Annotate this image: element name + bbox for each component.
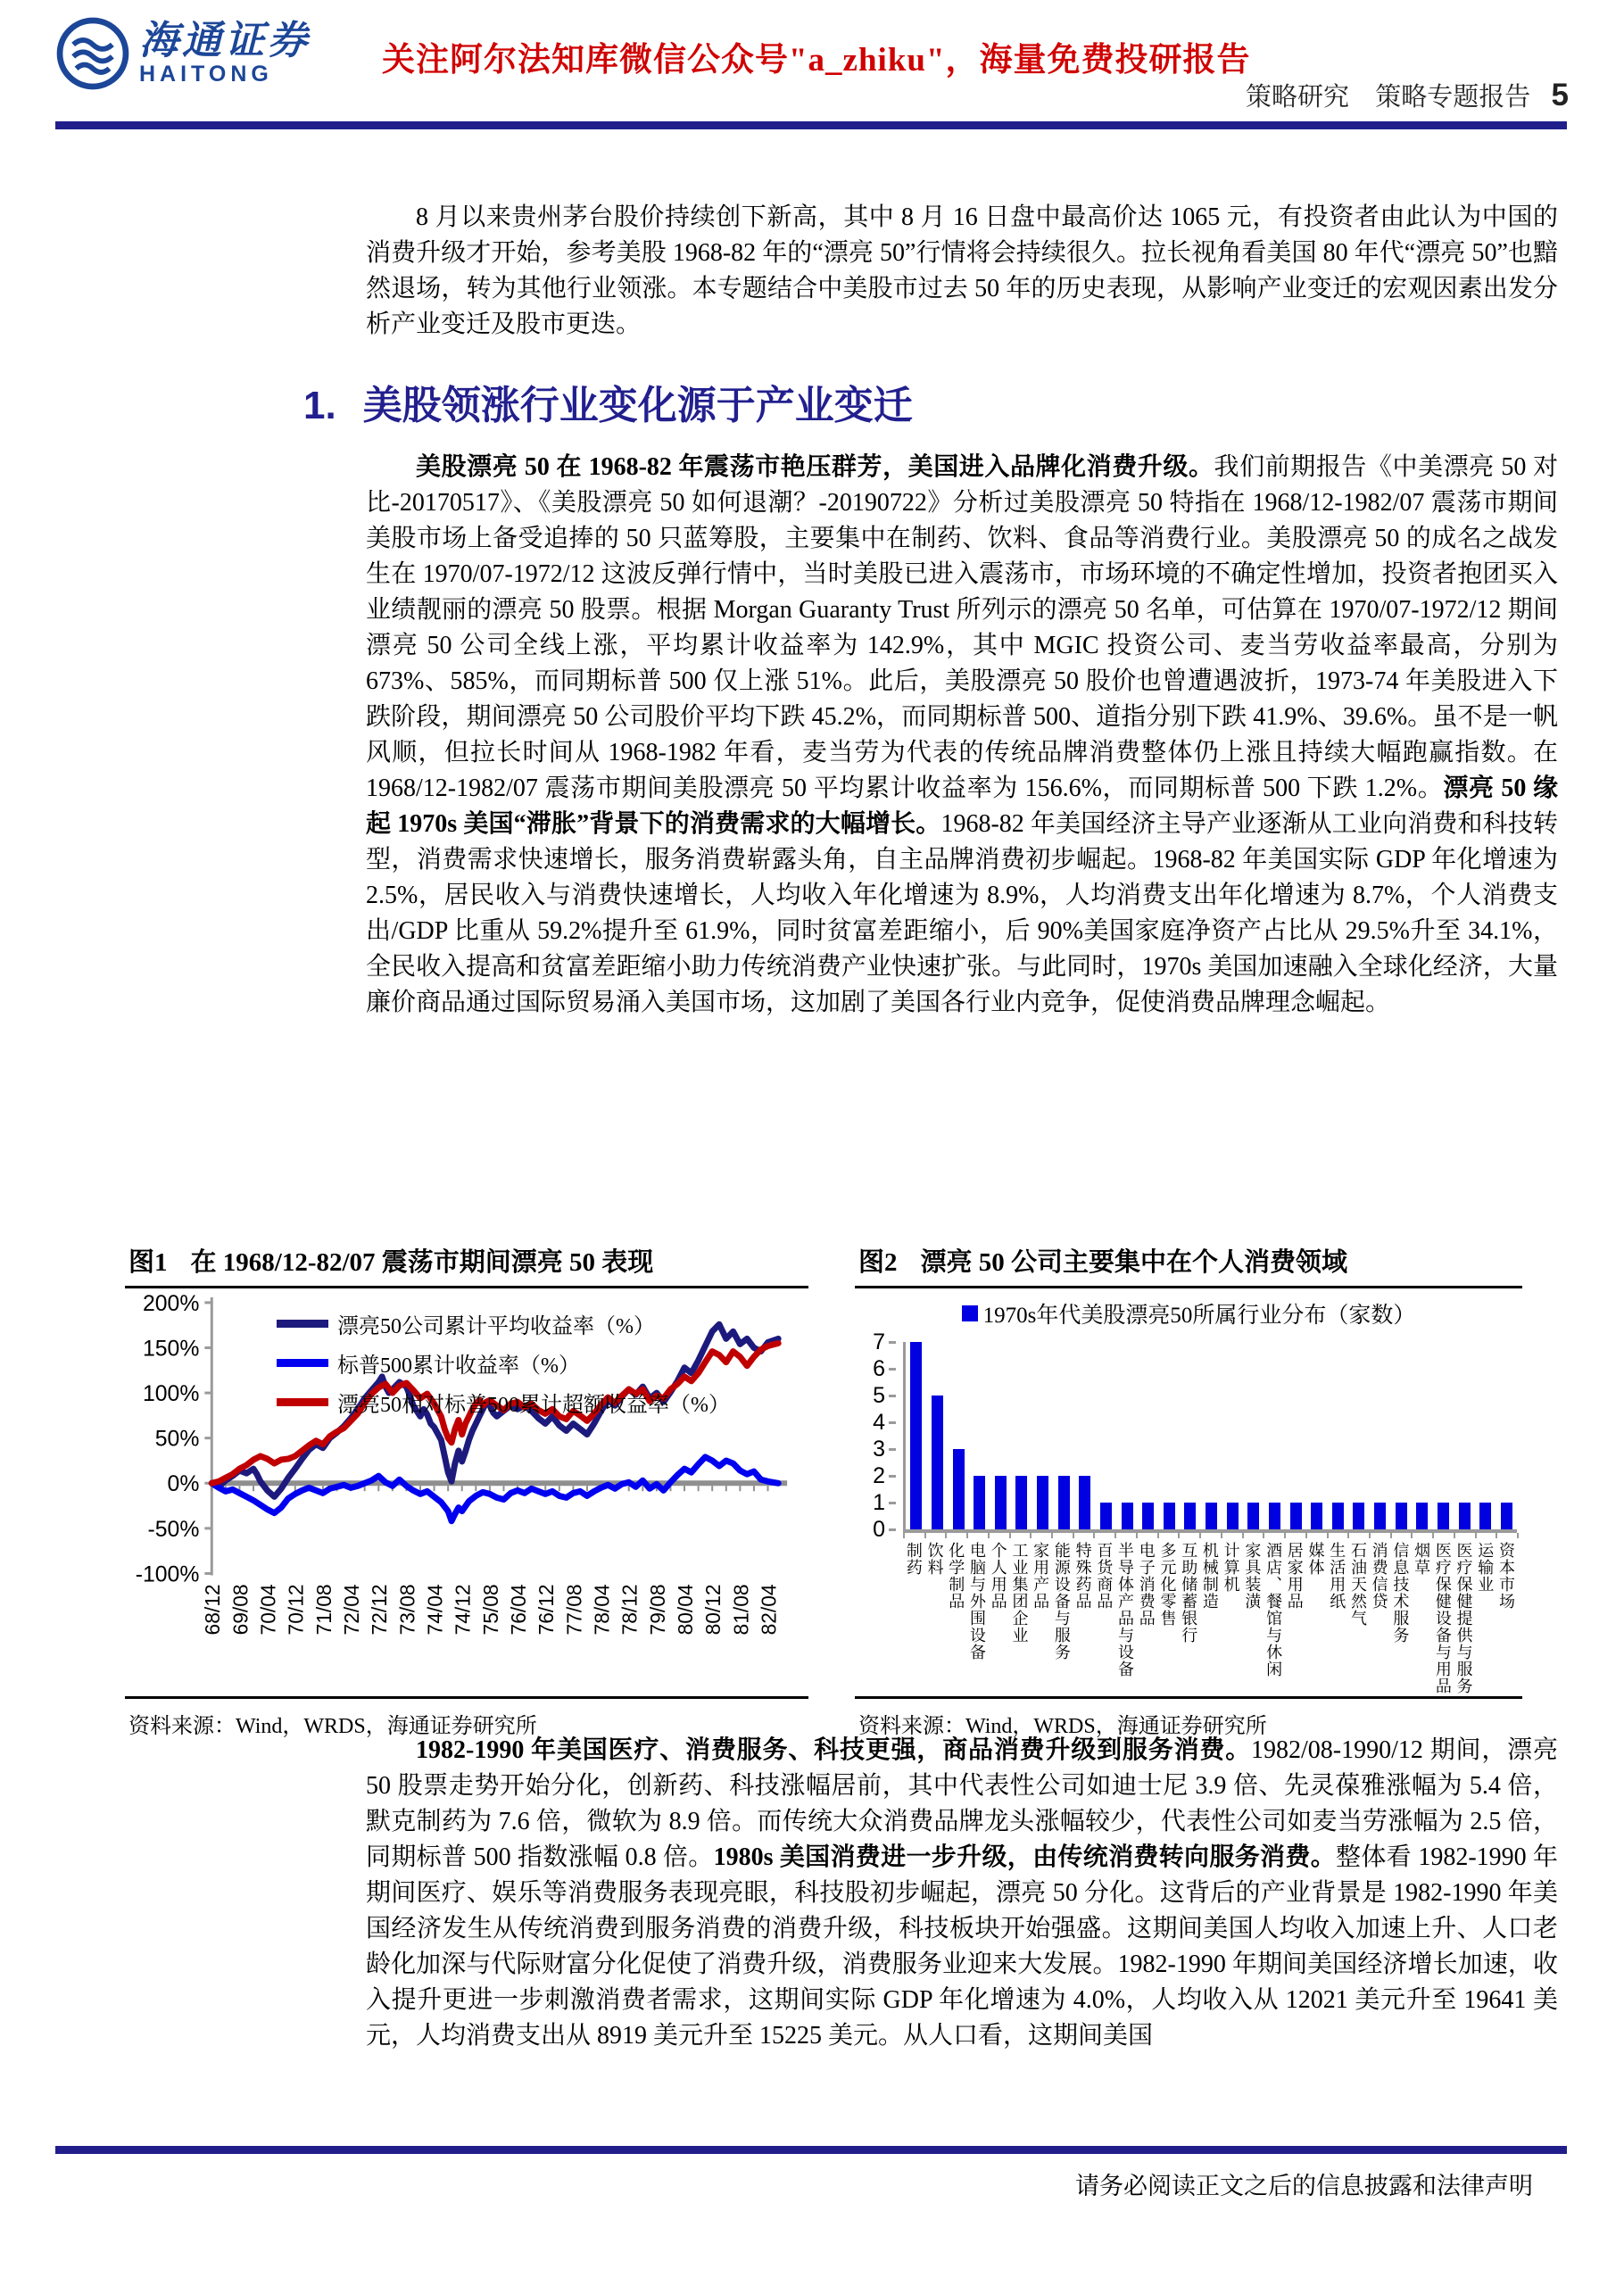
figure-1-caption [125,1238,808,1286]
x-axis [903,1529,1517,1538]
bar [1438,1503,1449,1529]
bar-column [1370,1342,1391,1529]
category-label: 电脑与外围设备 [968,1542,987,1661]
category-label: 百货商品 [1095,1542,1114,1610]
bar-column [927,1342,949,1529]
bar [932,1396,943,1529]
bar-column [1328,1342,1349,1529]
logo-en-text: HAITONG [139,62,273,87]
bar [1247,1503,1259,1529]
x-tick-label: 80/12 [701,1584,725,1636]
text-segment: 整体看 1982-1990 年期间医疗、娱乐等消费服务表现亮眼，科技股初步崛起，漂亮 50 分化。这背后的产业背景是 1982-1990 年美国经济发生从传统消费到服务消费的消费升级，科技板块开始强盛。这期间美国人均收入加速上升、人口老龄化加深与代际财富分化促使了消费升级，消费服务业迎来大发展。1982-1990 年期间美国经济增长加速，收入提升更进一步刺激消费者需求，这期间实际 GDP 年化增速为 4.0%，人均收入从 12021 美元升至 19641 美元，人均消费支出从 8919 美元升至 15225 美元。从人口看，这期间美国 [366,1843,1558,2050]
page-number: 5 [1551,78,1569,112]
haitong-logo [55,16,311,91]
x-tick-label: 78/12 [617,1584,642,1636]
bar-column [1222,1342,1243,1529]
logo-cn-text: 海通证券 [139,19,311,62]
x-tick-label: 76/04 [506,1584,530,1636]
body-content-lower [366,1733,1558,2067]
bar-column [1348,1342,1370,1529]
category-label: 多元化零售 [1158,1542,1177,1627]
bar-column [1433,1342,1454,1529]
bar [1416,1503,1428,1529]
bar [1037,1476,1048,1529]
bar-column [1390,1342,1412,1529]
body-content [303,200,1558,1033]
report-type: 策略研究 [1246,83,1350,112]
bar-chart [855,1288,1522,1696]
section-number: 1. [303,384,336,427]
report-subtype: 策略专题报告 [1375,83,1531,112]
x-tick-label: 68/12 [201,1584,225,1636]
figure-2-caption [855,1238,1522,1286]
bar-column [1032,1342,1054,1529]
y-tick-label: 0% [167,1472,200,1497]
y-tick-label: 2 [873,1463,885,1488]
legend-label: 标普500累计收益率（%） [337,1354,580,1378]
category-label: 饮料 [925,1542,944,1576]
paragraph-1982-1990 [366,1733,1558,2054]
figure-2-number: 图2 [858,1248,898,1277]
bar-column [1180,1342,1201,1529]
x-tick-label: 75/08 [478,1584,502,1636]
legend-swatch [277,1359,328,1367]
category-label: 烟草 [1413,1542,1431,1576]
y-tick-label: 1 [873,1490,885,1515]
y-tick-label: 4 [873,1410,885,1435]
x-tick-label: 69/08 [228,1584,253,1636]
category-label: 媒体 [1306,1542,1325,1576]
category-label: 制药 [904,1542,923,1576]
y-tick-label: 100% [142,1382,200,1407]
section-heading [303,373,1558,430]
category-label: 个人用品 [989,1542,1007,1610]
bar-column [906,1342,927,1529]
x-tick-label: 74/04 [423,1584,447,1636]
category-label: 电子消费品 [1137,1542,1156,1627]
paragraph-intro [366,200,1558,343]
bar-plot [903,1342,1517,1529]
bar [1142,1503,1154,1529]
bar [1269,1503,1280,1529]
bold-text-segment: 漂亮 50 缘起 1970s 美国“滞胀”背景下的消费需求的大幅增长。 [366,774,1558,838]
text-segment: 8 月以来贵州茅台股价持续创下新高，其中 8 月 16 日盘中最高价达 1065 元，有投资者由此认为中国的消费升级才开始，参考美股 1968-82 年的“漂亮 50”行情将会持续很久。拉长视角看美国 80 年代“漂亮 50”也黯然退场，转为其他行业领涨。本专题结合中美股市过去 50 年的历史表现，从影响产业变迁的宏观因素出发分析产业变迁及股市更迭。 [366,203,1558,338]
legend-label: 漂亮50相对标普500累计超额收益率（%） [337,1394,730,1417]
bar [1079,1476,1090,1529]
legend-item [277,1347,730,1379]
bar [1479,1503,1491,1529]
legend-item [277,1308,730,1339]
legend-swatch [277,1320,328,1328]
bold-text-segment: 美股漂亮 50 在 1968-82 年震荡市艳压群芳，美国进入品牌化消费升级。 [416,453,1214,481]
category-label: 家用产品 [1032,1542,1050,1610]
section-title: 美股领涨行业变化源于产业变迁 [362,384,913,427]
footer-disclaimer: 请务必阅读正文之后的信息披露和法律声明 [1075,2173,1533,2199]
category-label: 机械制造 [1200,1542,1219,1610]
bar-chart-body [860,1329,1517,1694]
y-tick-label: 0 [873,1517,885,1542]
x-tick-label: 77/08 [562,1584,586,1636]
bar [1015,1476,1027,1529]
bar [1058,1476,1070,1529]
figure-1 [125,1238,808,1744]
bar-column [969,1342,990,1529]
bar-column [1053,1342,1074,1529]
text-segment: 1968-82 年美国经济主导产业逐渐从工业向消费和科技转型，消费需求快速增长，服务消费崭露头角，自主品牌消费初步崛起。1968-82 年美国实际 GDP 年化增速为 2.5%，居民收入与消费快速增长，人均收入年化增速为 8.9%，人均消费支出年化增速为 8.7%，个人消费支出/GDP 比重从 59.2%提升至 61.9%，同时贫富差距缩小，后 90%美国家庭净资产占比从 29.5%升至 34.1%，全民收入提高和贫富差距缩小助力传统消费产业快速扩张。与此同时，1970s 美国加速融入全球化经济，大量廉价商品通过国际贸易涌入美国市场，这加剧了美国各行业内竞争，促使消费品牌理念崛起。 [366,810,1558,1016]
bar [1290,1503,1302,1529]
bar-column [1412,1342,1433,1529]
category-label: 运输业 [1476,1542,1495,1593]
bar [1353,1503,1364,1529]
report-meta [1246,77,1569,113]
category-label: 计算机 [1222,1542,1240,1593]
x-tick-label: 79/08 [645,1584,669,1636]
x-tick-label: 76/12 [534,1584,559,1636]
category-label: 半导体产品与设备 [1116,1542,1135,1677]
bar [1184,1503,1196,1529]
x-tick-label: 74/12 [451,1584,475,1636]
figure-1-title: 在 1968/12-82/07 震荡市期间漂亮 50 表现 [190,1248,654,1277]
bar-column [1264,1342,1286,1529]
text-segment: 1982/08-1990/12 期间，漂亮 50 股票走势开始分化，创新药、科技涨幅居前，其中代表性公司如迪士尼 3.9 倍、先灵葆雅涨幅为 5.4 倍，默克制药为 7.6 倍，微软为 8.9 倍。而传统大众消费品牌龙头涨幅较少，代表性公司如麦当劳涨幅为 2.5 倍，同期标普 500 指数涨幅 0.8 倍。 [366,1736,1559,1871]
legend-swatch [962,1305,978,1321]
bar-column [1201,1342,1222,1529]
bar [910,1342,922,1529]
footer-rule [55,2146,1567,2154]
bar-column [990,1342,1012,1529]
x-tick-label: 82/04 [757,1584,781,1636]
bar-column [1306,1342,1328,1529]
y-tick-label: 200% [142,1291,200,1316]
bar-column [1011,1342,1032,1529]
x-tick-label: 70/12 [284,1584,308,1636]
paragraph-nifty50 [366,450,1558,1021]
bar-column [1074,1342,1096,1529]
bar [1122,1503,1133,1529]
legend-swatch [277,1398,328,1406]
category-label: 生活用纸 [1328,1542,1346,1610]
category-label: 消费信贷 [1370,1542,1388,1610]
category-label: 工业集团企业 [1010,1542,1029,1644]
bar [1459,1503,1471,1529]
y-tick-label: 150% [142,1337,200,1362]
bar-column [1096,1342,1117,1529]
y-tick-label: 3 [873,1437,885,1462]
y-axis [860,1329,896,1542]
category-label: 石油天然气 [1348,1542,1367,1627]
bar-column [1138,1342,1159,1529]
y-tick-label: -50% [147,1517,200,1542]
bar [1332,1503,1344,1529]
figure-1-number: 图1 [128,1248,168,1277]
promo-watermark-text: 关注阿尔法知库微信公众号"a_zhiku"，海量免费投研报告 [382,42,1251,79]
figure-1-source: 资料来源：Wind，WRDS，海通证券研究所 [128,1715,537,1738]
y-tick-label: 7 [873,1329,885,1354]
bar-column [1285,1342,1306,1529]
category-label: 互助储蓄银行 [1180,1542,1198,1644]
bar [1374,1503,1386,1529]
x-tick-label: 81/08 [729,1584,753,1636]
line-chart-legend [277,1308,730,1426]
category-label: 信息技术服务 [1391,1542,1410,1644]
bar [1100,1503,1112,1529]
bar [1396,1503,1407,1529]
bold-text-segment: 1980s 美国消费进一步升级，由传统消费转向服务消费。 [713,1843,1337,1871]
x-tick-label: 70/04 [256,1584,280,1636]
figures-row [125,1238,1522,1744]
bar [1206,1503,1217,1529]
bar-column [1454,1342,1475,1529]
bar [1164,1503,1175,1529]
legend-label: 漂亮50公司累计平均收益率（%） [337,1315,655,1338]
bar [995,1476,1007,1529]
bar-column [948,1342,969,1529]
category-label: 特殊药品 [1073,1542,1092,1610]
y-tick-label: 50% [154,1427,200,1452]
figure-2 [855,1238,1522,1744]
category-label: 医疗保健设备与用品 [1433,1542,1452,1694]
category-label: 能源设备与服务 [1052,1542,1071,1661]
figure-2-title: 漂亮 50 公司主要集中在个人消费领域 [920,1248,1348,1277]
bar [953,1449,965,1529]
haitong-logo-icon [55,16,130,91]
line-chart [125,1288,808,1696]
x-tick-label: 78/04 [590,1584,614,1636]
bar-column [1496,1342,1518,1529]
category-label: 酒店、餐馆与休闲 [1264,1542,1283,1677]
x-tick-label: 71/08 [311,1584,336,1636]
figure-2-source: 资料来源：Wind，WRDS，海通证券研究所 [858,1715,1267,1738]
x-tick-label: 72/12 [368,1584,392,1636]
y-tick-label: 6 [873,1356,885,1381]
bar [1501,1503,1512,1529]
text-segment: 我们前期报告《中美漂亮 50 对比-20170517》、《美股漂亮 50 如何退潮？-20190722》分析过美股漂亮 50 特指在 1968/12-1982/07 震荡市期间美股市场上备受追捧的 50 只蓝筹股，主要集中在制药、饮料、食品等消费行业。美股漂亮 50 的成名之战发生在 1970/07-1972/12 这波反弹行情中，当时美股已进入震荡市，市场环境的不确定性增加，投资者抱团买入业绩靓丽的漂亮 50 股票。根据 Morgan Guaranty Trust 所列示的漂亮 50 名单，可估算在 1970/07-1972/12 期间漂亮 50 公司全线上涨，平均累计收益率为 142.9%，其中 MGIC 投资公司、麦当劳收益率最高，分别为 673%、585%，而同期标普 500 仅上涨 51%。此后，美股漂亮 50 股价也曾遭遇波折，1973-74 年美股进入下跌阶段，期间漂亮 50 公司股价平均下跌 45.2%，而同期标普 500、道指分别下跌 41.9%、39.6%。虽不是一帆风顺，但拉长时间从 1968-1982 年看，麦当劳为代表的传统品牌消费整体仍上涨且持续大幅跑赢指数。在 1968/12-1982/07 震荡市期间美股漂亮 50 平均累计收益率为 156.6%，而同期标普 500 下跌 1.2%。 [366,453,1558,802]
category-labels [903,1542,1517,1694]
bold-text-segment: 1982-1990 年美国医疗、消费服务、科技更强，商品消费升级到服务消费。 [416,1736,1252,1764]
bar [974,1476,985,1529]
bar-column [1475,1342,1496,1529]
category-label: 化学制品 [947,1542,965,1610]
chart-legend [860,1297,1517,1329]
category-label: 医疗保健提供与服务 [1454,1542,1473,1694]
bar [1311,1503,1322,1529]
legend-item [277,1387,730,1418]
y-tick-label: -100% [135,1562,200,1587]
bar-column [1243,1342,1264,1529]
x-tick-label: 80/04 [673,1584,697,1636]
x-tick-label: 73/08 [395,1584,419,1636]
bar-column [1116,1342,1138,1529]
bar [1227,1503,1239,1529]
y-tick-label: 5 [873,1383,885,1408]
category-label: 家具装潢 [1243,1542,1262,1610]
legend-label: 1970s年代美股漂亮50所属行业分布（家数） [982,1304,1416,1328]
x-tick-label: 72/04 [340,1584,364,1636]
bar-column [1159,1342,1181,1529]
category-label: 居家用品 [1285,1542,1304,1610]
header-rule [55,121,1567,129]
category-label: 资本市场 [1496,1542,1515,1610]
